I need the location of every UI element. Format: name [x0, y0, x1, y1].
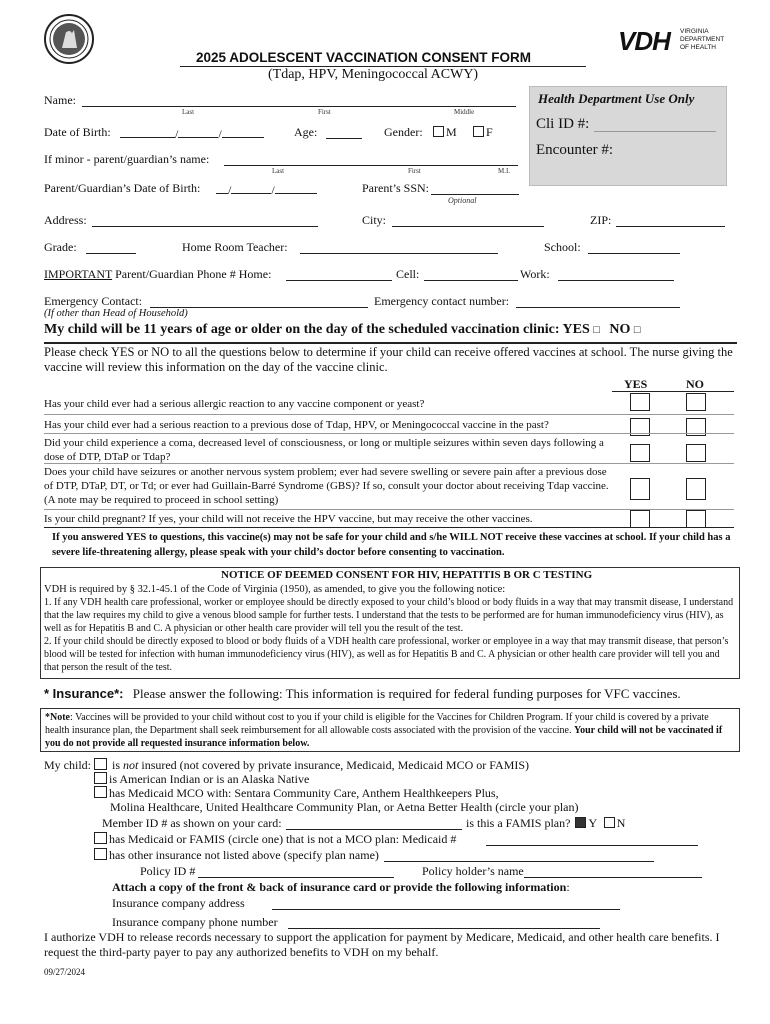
other-plan-field[interactable]: [384, 849, 654, 862]
question-5: Is your child pregnant? If yes, your child will not receive the HPV vaccine, but may receive the other vaccines.: [44, 513, 533, 525]
work-phone-field[interactable]: [558, 268, 674, 281]
question-3-no-checkbox[interactable]: [686, 444, 706, 462]
age-no-option[interactable]: NO □: [609, 322, 641, 337]
question-5-no-checkbox[interactable]: [686, 510, 706, 528]
gender-f-checkbox[interactable]: F: [473, 125, 493, 140]
hd-box-title: Health Department Use Only: [538, 91, 695, 106]
guardian-dob-field[interactable]: / /: [216, 181, 317, 198]
notice-title: NOTICE OF DEEMED CONSENT FOR HIV, HEPATITIS B OR C TESTING: [221, 569, 593, 581]
name-label: Name:: [44, 93, 76, 107]
policy-id-field[interactable]: [198, 865, 394, 878]
insurance-option-american-indian[interactable]: is American Indian or is an Alaska Native: [94, 772, 309, 787]
question-2: Has your child ever had a serious reaction to a previous dose of Tdap, HPV, or Meningococcal vaccine in the past?: [44, 419, 549, 431]
notice-paragraph-2: 2. If your child should be directly exposed to blood or body fluids of a VDH health care professional, worker or employee in a way that may transmit disease, that person’s blood will be tested for infection with human immunodeficiency virus (HIV), as well as for Hepatitis B and C. A physician or other health care provider will tell you and that person the result of the test.: [44, 636, 729, 673]
age-field[interactable]: [326, 126, 362, 139]
question-5-yes-checkbox[interactable]: [630, 510, 650, 528]
zip-field[interactable]: [616, 214, 725, 227]
vdh-logo-text: VDH: [618, 26, 670, 56]
insurance-option-medicaid-famis[interactable]: has Medicaid or FAMIS (circle one) that is not a MCO plan: Medicaid #: [94, 832, 456, 847]
question-4: Does your child have seizures or another nervous system problem; ever had severe swelling or severe pain after a previous dose of DTP, DTaP, DT, or Td; or ever had Guillain-Barré Syndrome (GBS)? If so, consult your doctor about receiving Tdap vaccine. (A note may be required to proceed in school setting): [44, 466, 609, 506]
yes-header: YES: [624, 377, 648, 391]
gender-m-checkbox[interactable]: M: [433, 125, 457, 140]
company-address-field[interactable]: [272, 897, 620, 910]
company-phone-field[interactable]: [288, 916, 600, 929]
insurance-heading: * Insurance*: Please answer the following: This information is required for federal funding purposes for VFC vaccines.: [44, 686, 681, 701]
age-question: My child will be 11 years of age or older on the day of the scheduled vaccination clinic: YES □ NO □: [44, 322, 641, 337]
insurance-option-medicaid-mco[interactable]: has Medicaid MCO with: Sentara Community Care, Anthem Healthkeepers Plus,: [94, 786, 499, 801]
cell-phone-field[interactable]: [424, 268, 518, 281]
encounter-label: Encounter #:: [536, 142, 614, 158]
school-field[interactable]: [588, 241, 680, 254]
authorization-text: I authorize VDH to release records necessary to support the application for payment by Medicare, Medicaid, and other health care benefits. I request the third-party payer to pay any authorized benefits to VDH on my behalf.: [44, 930, 720, 959]
notice-box: NOTICE OF DEEMED CONSENT FOR HIV, HEPATITIS B OR C TESTING VDH is required by § 32.1-45.1 of the Code of Virginia (1950), as amended, to give you the following notice: 1. If any VDH health care professional, worker or employee should be directly exposed to your child’s blood or body fluids in a way that may transmit disease, I understand that the law requires my child to give a venous blood sample for further tests. I understand that the tests to be performed are for human immunodeficiency virus (HIV), as well as for Hepatitis B and C. A physician or other health care provider will tell you the result of the test. 2. If your child should be directly exposed to blood or body fluids of a VDH health care professional, worker or employee in a way that may transmit disease, that person’s blood will be tested for infection with human immunodeficiency virus (HIV), as well as for Hepatitis B and C. A physician or other health care provider will tell you and that person the result of the test.: [40, 567, 740, 679]
notice-paragraph-1: 1. If any VDH health care professional, worker or employee should be directly exposed to your child’s blood or body fluids in a way that may transmit disease, I understand that the law requires my child to give a venous blood sample for further tests. I understand that the tests to be performed are for human immunodeficiency virus (HIV), as well as for Hepatitis B and C. A physician or other health care provider will tell you the result of the test.: [44, 597, 734, 634]
no-header: NO: [686, 377, 704, 391]
form-subtitle: (Tdap, HPV, Meningococcal ACWY): [268, 67, 479, 82]
insurance-option-other[interactable]: has other insurance not listed above (specify plan name): [94, 848, 379, 863]
homeroom-field[interactable]: [300, 241, 498, 254]
question-4-no-checkbox[interactable]: [686, 478, 706, 500]
form-title: 2025 ADOLESCENT VACCINATION CONSENT FORM: [196, 50, 532, 65]
insurance-note-box: *Note: Vaccines will be provided to your child without cost to you if your child is eligible for the Vaccines for Children Program. If your child is covered by a private health insurance plan, the Department shall seek reimbursement for all allowable costs associated with the provision of the vaccine. Your child will not be vaccinated if you do not provide all requested insurance information below.: [40, 708, 740, 752]
age-yes-option[interactable]: YES □: [562, 322, 600, 337]
home-phone-field[interactable]: [286, 268, 392, 281]
instructions: Please check YES or NO to all the questions below to determine if your child can receive offered vaccines at school. The nurse giving the vaccine will review this information on the day of the vaccine clinic.: [44, 345, 733, 374]
footer-date: 09/27/2024: [44, 967, 86, 977]
question-1-yes-checkbox[interactable]: [630, 393, 650, 411]
question-1-no-checkbox[interactable]: [686, 393, 706, 411]
emergency-number-field[interactable]: [516, 295, 680, 308]
question-1: Has your child ever had a serious allergic reaction to any vaccine component or yeast?: [44, 398, 425, 410]
medicaid-number-field[interactable]: [486, 833, 698, 846]
important-label: IMPORTANT Parent/Guardian Phone # Home:: [44, 267, 272, 281]
famis-yes-checkbox[interactable]: Y: [575, 816, 596, 830]
address-field[interactable]: [92, 214, 318, 227]
policy-holder-field[interactable]: [524, 865, 702, 878]
guardian-name-field[interactable]: [224, 153, 518, 166]
health-department-box: [529, 86, 727, 186]
famis-no-checkbox[interactable]: N: [604, 816, 626, 830]
name-field[interactable]: [82, 94, 516, 107]
city-field[interactable]: [392, 214, 544, 227]
attach-instructions: Attach a copy of the front & back of insurance card or provide the following information:: [112, 880, 570, 894]
dob-field[interactable]: / /: [120, 125, 264, 142]
cli-id-label: Cli ID #:: [536, 116, 590, 132]
emergency-contact-field[interactable]: [150, 295, 368, 308]
virginia-seal: [44, 14, 94, 64]
ssn-field[interactable]: [431, 182, 519, 195]
question-3: Did your child experience a coma, decreased level of consciousness, or long or multiple seizures within seven days following a dose of DTP, DTaP or Tdap?: [44, 437, 604, 463]
vdh-logo: VDH VIRGINIA DEPARTMENT OF HEALTH: [618, 26, 725, 56]
question-4-yes-checkbox[interactable]: [630, 478, 650, 500]
famis-question: is this a FAMIS plan? Y N: [466, 816, 626, 830]
warning-text: If you answered YES to questions, this vaccine(s) may not be safe for your child and s/he WILL NOT receive these vaccines at school. If your child has a severe life-threatening allergy, please speak with your child’s doctor before consenting to vaccination.: [52, 532, 731, 558]
member-id-field[interactable]: [286, 817, 462, 830]
insurance-option-uninsured[interactable]: is not insured (not covered by private insurance, Medicaid, Medicaid MCO or FAMIS): [94, 758, 529, 773]
grade-field[interactable]: [86, 241, 136, 254]
question-3-yes-checkbox[interactable]: [630, 444, 650, 462]
